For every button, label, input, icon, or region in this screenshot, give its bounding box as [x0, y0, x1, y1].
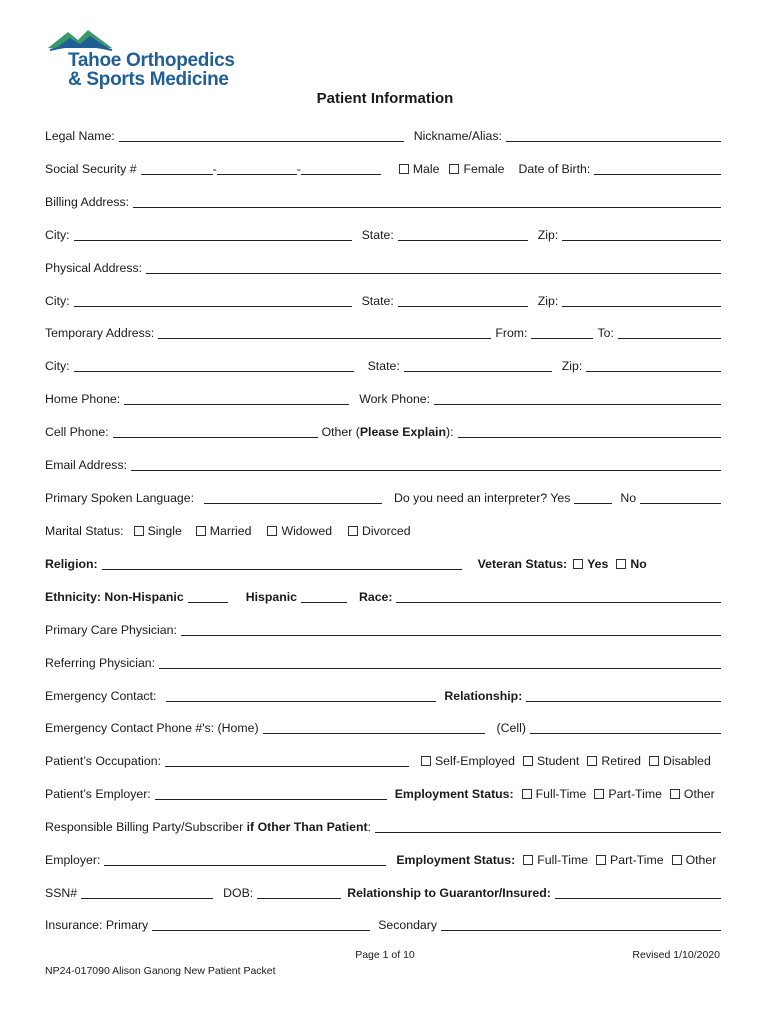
ssn-dash: -	[296, 162, 301, 176]
row-insurance	[45, 916, 725, 934]
billing-state-input[interactable]	[398, 229, 528, 241]
employment-status-label: Employment Status:	[394, 787, 514, 801]
language-label: Primary Spoken Language:	[45, 491, 195, 505]
occupation-input[interactable]	[165, 755, 409, 767]
referring-label: Referring Physician:	[45, 656, 156, 670]
if-other-label: if Other Than Patient	[246, 820, 368, 834]
part-time-label: Part-Time	[610, 853, 664, 867]
row-referring	[45, 654, 725, 672]
row-email	[45, 456, 725, 474]
document-id: NP24-017090 Alison Ganong New Patient Packet	[45, 965, 276, 977]
referring-input[interactable]	[159, 657, 721, 669]
billing-address-label: Billing Address:	[45, 195, 130, 209]
row-occupation	[45, 752, 725, 770]
veteran-no-label: No	[630, 557, 647, 571]
temporary-city-input[interactable]	[74, 360, 354, 372]
disabled-checkbox[interactable]	[649, 756, 659, 766]
male-label: Male	[412, 162, 440, 176]
patient-employer-label: Patient’s Employer:	[45, 787, 151, 801]
ssn-part1-input[interactable]	[141, 163, 213, 175]
practice-logo	[46, 26, 256, 94]
row-responsible-party	[45, 818, 725, 836]
colon: :	[367, 820, 371, 834]
home-phone-label: Home Phone:	[45, 392, 121, 406]
temporary-address-label: Temporary Address:	[45, 326, 155, 340]
full-time-checkbox[interactable]	[522, 789, 532, 799]
responsible-employer-input[interactable]	[104, 854, 386, 866]
row-emergency-contact	[45, 687, 725, 705]
emergency-contact-input[interactable]	[166, 690, 436, 702]
zip-label: Zip:	[561, 359, 583, 373]
revision-date: Revised 1/10/2020	[632, 949, 720, 961]
other-employment-label: Other	[683, 787, 715, 801]
emergency-home-phone-input[interactable]	[263, 722, 485, 734]
city-label: City:	[45, 294, 70, 308]
divorced-label: Divorced	[362, 524, 411, 538]
interpreter-no-input[interactable]	[640, 492, 721, 504]
row-temporary-address	[45, 324, 725, 342]
emergency-phone-label: Emergency Contact Phone #'s: (Home)	[45, 721, 259, 735]
row-responsible-employer	[45, 851, 725, 869]
ethnicity-label: Ethnicity: Non-Hispanic	[45, 590, 184, 604]
state-label: State:	[367, 359, 400, 373]
widowed-checkbox[interactable]	[267, 526, 277, 536]
row-language	[45, 489, 725, 507]
relationship-guarantor-label: Relationship to Guarantor/Insured:	[347, 886, 551, 900]
interpreter-label: Do you need an interpreter? Yes	[394, 491, 571, 505]
relationship-label: Relationship:	[444, 689, 523, 703]
nickname-label: Nickname/Alias:	[413, 129, 502, 143]
responsible-party-label: Responsible Billing Party/Subscriber	[45, 820, 244, 834]
row-physical-address	[45, 259, 725, 277]
part-time-checkbox[interactable]	[596, 855, 606, 865]
pcp-input[interactable]	[181, 624, 721, 636]
legal-name-input[interactable]	[119, 130, 404, 142]
other-phone-label-suffix: ):	[446, 425, 454, 439]
emergency-cell-phone-input[interactable]	[530, 722, 721, 734]
city-label: City:	[45, 359, 70, 373]
emergency-contact-label: Emergency Contact:	[45, 689, 157, 703]
temporary-from-input[interactable]	[531, 327, 593, 339]
logo-text-line1: Tahoe Orthopedics	[68, 50, 235, 71]
physical-address-input[interactable]	[146, 262, 721, 274]
language-input[interactable]	[204, 492, 382, 504]
row-phones	[45, 390, 725, 408]
dob-short-label: DOB:	[223, 886, 254, 900]
to-label: To:	[597, 326, 614, 340]
from-label: From:	[495, 326, 528, 340]
email-label: Email Address:	[45, 458, 128, 472]
full-time-label: Full-Time	[535, 787, 587, 801]
dob-label: Date of Birth:	[518, 162, 591, 176]
insurance-secondary-label: Secondary	[378, 918, 437, 932]
cell-phone-input[interactable]	[113, 426, 318, 438]
page-number: Page 1 of 10	[355, 949, 415, 961]
temporary-zip-input[interactable]	[586, 360, 721, 372]
legal-name-label: Legal Name:	[45, 129, 115, 143]
insurance-secondary-input[interactable]	[441, 919, 721, 931]
ssn-dash: -	[212, 162, 217, 176]
hispanic-label: Hispanic	[245, 590, 297, 604]
please-explain-label: Please Explain	[359, 425, 446, 439]
student-checkbox[interactable]	[523, 756, 533, 766]
row-cell-phone	[45, 423, 725, 441]
billing-address-input[interactable]	[133, 196, 721, 208]
interpreter-yes-input[interactable]	[574, 492, 612, 504]
retired-checkbox[interactable]	[587, 756, 597, 766]
state-label: State:	[361, 294, 394, 308]
occupation-label: Patient’s Occupation:	[45, 754, 161, 768]
physical-zip-input[interactable]	[562, 295, 721, 307]
guarantor-dob-input[interactable]	[257, 887, 341, 899]
row-ethnicity	[45, 588, 725, 606]
physical-state-input[interactable]	[398, 295, 528, 307]
billing-city-input[interactable]	[74, 229, 352, 241]
relationship-input[interactable]	[526, 690, 721, 702]
veteran-status-label: Veteran Status:	[477, 557, 568, 571]
row-ssn	[45, 160, 725, 178]
city-label: City:	[45, 228, 70, 242]
zip-label: Zip:	[537, 228, 559, 242]
emergency-cell-label: (Cell)	[496, 721, 526, 735]
disabled-label: Disabled	[663, 754, 711, 768]
row-religion	[45, 555, 725, 573]
insurance-primary-input[interactable]	[152, 919, 370, 931]
cell-phone-label: Cell Phone:	[45, 425, 109, 439]
married-checkbox[interactable]	[196, 526, 206, 536]
self-employed-checkbox[interactable]	[421, 756, 431, 766]
dob-input[interactable]	[594, 163, 721, 175]
female-checkbox[interactable]	[449, 164, 459, 174]
patient-employer-input[interactable]	[155, 788, 387, 800]
self-employed-label: Self-Employed	[434, 754, 515, 768]
retired-label: Retired	[601, 754, 642, 768]
row-patient-employer	[45, 785, 725, 803]
part-time-label: Part-Time	[608, 787, 662, 801]
widowed-label: Widowed	[281, 524, 333, 538]
insurance-primary-label: Insurance: Primary	[45, 918, 149, 932]
employer-label: Employer:	[45, 853, 101, 867]
ssn-part2-input[interactable]	[217, 163, 297, 175]
page-title: Patient Information	[316, 90, 454, 107]
married-label: Married	[209, 524, 252, 538]
hispanic-input[interactable]	[301, 591, 347, 603]
temporary-address-input[interactable]	[158, 327, 491, 339]
veteran-yes-checkbox[interactable]	[573, 559, 583, 569]
work-phone-input[interactable]	[434, 393, 721, 405]
row-emergency-phone	[45, 719, 725, 737]
responsible-party-input[interactable]	[375, 821, 721, 833]
email-input[interactable]	[131, 459, 721, 471]
ssn-label: Social Security #	[45, 162, 137, 176]
row-guarantor	[45, 884, 725, 902]
row-physical-city	[45, 292, 725, 310]
temporary-state-input[interactable]	[404, 360, 552, 372]
student-label: Student	[536, 754, 580, 768]
row-billing-address	[45, 193, 725, 211]
logo-text-line2: & Sports Medicine	[68, 69, 229, 90]
marital-status-label: Marital Status:	[45, 524, 124, 538]
veteran-yes-label: Yes	[587, 557, 609, 571]
billing-zip-input[interactable]	[562, 229, 721, 241]
work-phone-label: Work Phone:	[359, 392, 431, 406]
ssn-part3-input[interactable]	[301, 163, 381, 175]
other-employment-checkbox[interactable]	[670, 789, 680, 799]
single-label: Single	[147, 524, 182, 538]
divorced-checkbox[interactable]	[348, 526, 358, 536]
veteran-no-checkbox[interactable]	[616, 559, 626, 569]
physical-address-label: Physical Address:	[45, 261, 143, 275]
religion-input[interactable]	[102, 558, 462, 570]
other-employment-checkbox[interactable]	[672, 855, 682, 865]
other-phone-input[interactable]	[458, 426, 721, 438]
pcp-label: Primary Care Physician:	[45, 623, 177, 637]
race-label: Race:	[358, 590, 393, 604]
other-employment-label: Other	[685, 853, 717, 867]
row-temporary-city	[45, 357, 725, 375]
non-hispanic-input[interactable]	[188, 591, 228, 603]
state-label: State:	[361, 228, 394, 242]
other-phone-label-prefix: Other (	[321, 425, 360, 439]
race-input[interactable]	[396, 591, 721, 603]
full-time-checkbox[interactable]	[523, 855, 533, 865]
male-checkbox[interactable]	[399, 164, 409, 174]
interpreter-no-label: No	[620, 491, 637, 505]
female-label: Female	[463, 162, 505, 176]
guarantor-ssn-input[interactable]	[81, 887, 213, 899]
part-time-checkbox[interactable]	[594, 789, 604, 799]
nickname-input[interactable]	[506, 130, 721, 142]
row-pcp	[45, 621, 725, 639]
home-phone-input[interactable]	[124, 393, 349, 405]
employment-status-label: Employment Status:	[396, 853, 516, 867]
row-marital-status	[45, 522, 725, 540]
zip-label: Zip:	[537, 294, 559, 308]
full-time-label: Full-Time	[537, 853, 589, 867]
single-checkbox[interactable]	[134, 526, 144, 536]
physical-city-input[interactable]	[74, 295, 352, 307]
ssn-short-label: SSN#	[45, 886, 78, 900]
relationship-guarantor-input[interactable]	[555, 887, 721, 899]
row-legal-name	[45, 127, 725, 145]
temporary-to-input[interactable]	[618, 327, 721, 339]
row-billing-city	[45, 226, 725, 244]
religion-label: Religion:	[45, 557, 98, 571]
